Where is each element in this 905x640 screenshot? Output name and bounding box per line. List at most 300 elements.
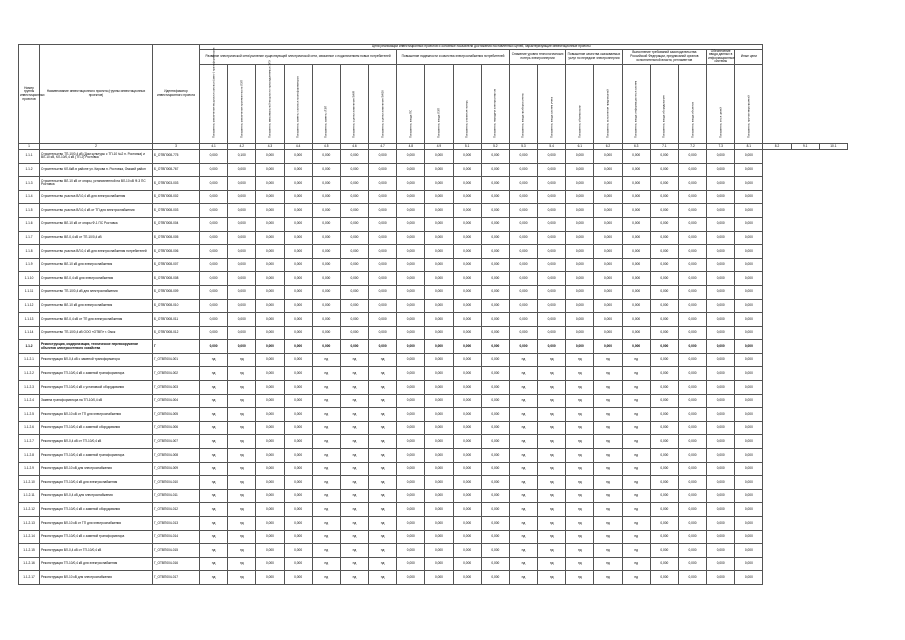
indicator-header-label: Показатель замены ЛЭП bbox=[323, 105, 328, 138]
indicator-header bbox=[707, 64, 735, 143]
row-value: 0,000 bbox=[735, 503, 763, 517]
row-value: 0,000 bbox=[453, 557, 481, 571]
row-value: 0,000 bbox=[509, 326, 537, 340]
row-value: 0,000 bbox=[481, 421, 509, 435]
row-value: нд bbox=[622, 353, 650, 367]
table-row bbox=[19, 489, 848, 503]
row-value: 0,000 bbox=[369, 272, 397, 286]
row-value: 0,000 bbox=[650, 190, 678, 204]
row-value: 0,000 bbox=[622, 340, 650, 354]
row-value: 0,000 bbox=[425, 299, 453, 313]
row-index: 1.1.2.8 bbox=[19, 449, 40, 463]
table-row bbox=[19, 353, 848, 367]
row-value: 0,000 bbox=[284, 231, 312, 245]
row-index: 1.1.2.14 bbox=[19, 530, 40, 544]
row-value: 0,000 bbox=[369, 258, 397, 272]
row-project-name: Реконструкция ТП-10/0,4 кВ с установкой оборудования bbox=[40, 381, 153, 395]
row-value: 0,000 bbox=[425, 190, 453, 204]
row-index: 1.1.2 bbox=[19, 163, 40, 177]
row-value: 0,000 bbox=[538, 149, 566, 163]
row-value: нд bbox=[340, 449, 368, 463]
row-value: 0,000 bbox=[650, 163, 678, 177]
row-value: 0,000 bbox=[481, 231, 509, 245]
row-value: 0,000 bbox=[312, 258, 340, 272]
row-value: 0,000 bbox=[256, 313, 284, 327]
column-number: 5.1 bbox=[453, 143, 481, 149]
table-row bbox=[19, 462, 848, 476]
row-value: 0,000 bbox=[594, 272, 622, 286]
indicator-header bbox=[369, 64, 397, 143]
row-project-name: Строительство ВЛ-0,4 кВ от ТП-10/0,4 кВ bbox=[40, 231, 153, 245]
row-value: 0,000 bbox=[678, 204, 706, 218]
row-value: нд bbox=[622, 435, 650, 449]
row-value: нд bbox=[369, 462, 397, 476]
row-project-id: Б_ОТВП008-009 bbox=[153, 285, 200, 299]
row-value: 0,000 bbox=[397, 462, 425, 476]
column-number: 4.6 bbox=[340, 143, 368, 149]
row-index: 1.1.1 bbox=[19, 149, 40, 163]
row-project-id: Г_ОТВП004-009 bbox=[153, 462, 200, 476]
row-value: 0,000 bbox=[453, 258, 481, 272]
row-value: нд bbox=[622, 503, 650, 517]
row-value: нд bbox=[538, 557, 566, 571]
row-value: 0,000 bbox=[256, 353, 284, 367]
row-value: нд bbox=[340, 381, 368, 395]
row-value: 0,000 bbox=[481, 530, 509, 544]
row-value: нд bbox=[200, 571, 228, 585]
row-value: 0,000 bbox=[369, 326, 397, 340]
row-value: 0,000 bbox=[678, 163, 706, 177]
table-row bbox=[19, 149, 848, 163]
row-value: 0,000 bbox=[650, 177, 678, 191]
row-value: 0,000 bbox=[284, 149, 312, 163]
row-value: нд bbox=[312, 394, 340, 408]
row-value: 0,000 bbox=[678, 381, 706, 395]
indicator-header-label: Показатель иных целей bbox=[718, 107, 723, 138]
row-value: нд bbox=[340, 408, 368, 422]
row-value: 0,000 bbox=[369, 340, 397, 354]
investment-table bbox=[18, 44, 848, 585]
row-value: 0,000 bbox=[594, 163, 622, 177]
row-value: нд bbox=[622, 557, 650, 571]
table-row bbox=[19, 367, 848, 381]
row-index: 1.1.12 bbox=[19, 299, 40, 313]
row-value: 0,000 bbox=[678, 489, 706, 503]
row-value: 0,000 bbox=[228, 177, 256, 191]
group5-header: Выполнение требований законодательства Российской Федерации, предписаний органов исполнительной власти, регламентов bbox=[622, 49, 707, 64]
row-value: 0,000 bbox=[707, 394, 735, 408]
row-value: 0,000 bbox=[538, 285, 566, 299]
indicator-header bbox=[312, 64, 340, 143]
row-value: 0,000 bbox=[509, 231, 537, 245]
row-value: 0,000 bbox=[312, 231, 340, 245]
table-row bbox=[19, 217, 848, 231]
row-value: нд bbox=[312, 503, 340, 517]
row-value: нд bbox=[566, 421, 594, 435]
row-value: 0,000 bbox=[678, 326, 706, 340]
row-value: 0,000 bbox=[481, 571, 509, 585]
row-value: 0,000 bbox=[678, 557, 706, 571]
row-value: 0,000 bbox=[650, 217, 678, 231]
row-value: нд bbox=[312, 421, 340, 435]
indicator-header-label: Показатель увеличения мощности силовых (авто-) трансформаторов bbox=[211, 47, 216, 138]
row-value: 0,000 bbox=[678, 408, 706, 422]
row-value: нд bbox=[594, 517, 622, 531]
indicator-header bbox=[200, 47, 228, 143]
row-value: 0,000 bbox=[397, 476, 425, 490]
row-value: 0,000 bbox=[284, 177, 312, 191]
row-value: 0,000 bbox=[594, 204, 622, 218]
table-row bbox=[19, 544, 848, 558]
row-value: 0,000 bbox=[481, 177, 509, 191]
row-value: 0,000 bbox=[650, 313, 678, 327]
row-value: 0,000 bbox=[397, 408, 425, 422]
row-value: нд bbox=[594, 503, 622, 517]
row-value: нд bbox=[369, 489, 397, 503]
row-value: 0,000 bbox=[707, 231, 735, 245]
row-value: нд bbox=[312, 530, 340, 544]
row-value: 0,000 bbox=[509, 177, 537, 191]
row-value: 0,000 bbox=[707, 435, 735, 449]
row-value: 0,000 bbox=[256, 544, 284, 558]
row-value: 0,000 bbox=[284, 394, 312, 408]
row-index: 1.1.10 bbox=[19, 272, 40, 286]
row-value: 0,000 bbox=[594, 326, 622, 340]
row-value: нд bbox=[340, 503, 368, 517]
row-value: 0,000 bbox=[256, 163, 284, 177]
indicator-header-label: Показатель ввода информационных систем bbox=[633, 80, 638, 138]
row-project-id: Б_ОТВП008-012 bbox=[153, 326, 200, 340]
row-value: 0,000 bbox=[678, 367, 706, 381]
row-value: 0,000 bbox=[678, 245, 706, 259]
row-index: 1.1.3 bbox=[19, 177, 40, 191]
row-value: 0,000 bbox=[453, 571, 481, 585]
table-row bbox=[19, 435, 848, 449]
row-project-name: Строительство ТП-10/0,4 кВ ООО «ОТВП» г. Омск bbox=[40, 326, 153, 340]
row-value: 0,000 bbox=[256, 530, 284, 544]
row-value: 0,000 bbox=[566, 245, 594, 259]
row-project-name: Строительство участка ВЛ-0,4 кВ для электроснабжения bbox=[40, 190, 153, 204]
row-value: нд bbox=[369, 408, 397, 422]
row-value: нд bbox=[622, 489, 650, 503]
row-value: 0,000 bbox=[284, 353, 312, 367]
group1-header: Развитие электрической сети/усиление существующей электрической сети, связанное с подключением новых потребителей bbox=[200, 49, 397, 64]
row-value: 0,000 bbox=[538, 177, 566, 191]
row-value: 0,000 bbox=[622, 217, 650, 231]
row-value: 0,000 bbox=[707, 163, 735, 177]
row-value: нд bbox=[538, 517, 566, 531]
row-value: нд bbox=[594, 367, 622, 381]
row-value: 0,000 bbox=[425, 367, 453, 381]
row-project-id: Г_ОТВП004-006 bbox=[153, 421, 200, 435]
row-index: 1.1.11 bbox=[19, 285, 40, 299]
row-value: нд bbox=[340, 476, 368, 490]
row-value: 0,000 bbox=[397, 299, 425, 313]
indicator-header bbox=[509, 64, 537, 143]
row-index: 1.1.2.11 bbox=[19, 489, 40, 503]
column-number: 4.8 bbox=[397, 143, 425, 149]
row-value: нд bbox=[228, 530, 256, 544]
row-value: 0,000 bbox=[425, 462, 453, 476]
row-value: 0,000 bbox=[650, 557, 678, 571]
row-value: нд bbox=[200, 449, 228, 463]
row-value: нд bbox=[228, 544, 256, 558]
row-value: 0,000 bbox=[481, 408, 509, 422]
row-project-name: Реконструкция ВЛ-0,4 кВ с заменой трансформатора bbox=[40, 353, 153, 367]
row-value: нд bbox=[200, 476, 228, 490]
row-value: нд bbox=[538, 353, 566, 367]
row-value: нд bbox=[340, 421, 368, 435]
row-value: 0,000 bbox=[735, 245, 763, 259]
row-value: 0,000 bbox=[256, 394, 284, 408]
row-value: нд bbox=[566, 530, 594, 544]
row-value: нд bbox=[340, 435, 368, 449]
row-value: 0,000 bbox=[453, 517, 481, 531]
row-value: 0,000 bbox=[228, 326, 256, 340]
row-project-name: Реконструкция, модернизация, техническое перевооружение объектов электросетевого хозяйства bbox=[40, 340, 153, 354]
row-value: 0,000 bbox=[481, 462, 509, 476]
indicator-header bbox=[481, 64, 509, 143]
row-index: 1.1.2.5 bbox=[19, 408, 40, 422]
column-number: 5.4 bbox=[538, 143, 566, 149]
row-value: 0,000 bbox=[453, 204, 481, 218]
row-value: нд bbox=[509, 435, 537, 449]
row-value: 0,000 bbox=[425, 177, 453, 191]
row-value: 0,000 bbox=[735, 421, 763, 435]
row-value: 0,000 bbox=[453, 367, 481, 381]
row-value: 0,000 bbox=[538, 245, 566, 259]
row-value: 0,000 bbox=[453, 394, 481, 408]
row-project-id: Г_ОТВП004-015 bbox=[153, 544, 200, 558]
table-row bbox=[19, 340, 848, 354]
row-project-id: Б_ОТВП008-767 bbox=[153, 163, 200, 177]
row-value: нд bbox=[566, 517, 594, 531]
row-value: 0,000 bbox=[481, 217, 509, 231]
row-project-name: Реконструкция ТП-10/0,4 кВ с заменой трансформатора bbox=[40, 530, 153, 544]
row-value: 0,000 bbox=[200, 190, 228, 204]
indicator-header-label: Показатель ввода приборов учета bbox=[520, 93, 525, 138]
row-value: нд bbox=[594, 394, 622, 408]
row-value: 0,000 bbox=[312, 177, 340, 191]
indicator-header-label: Показатель замены силовых трансформаторов bbox=[295, 76, 300, 138]
row-value: 0,000 bbox=[678, 177, 706, 191]
row-value: нд bbox=[594, 449, 622, 463]
row-project-name: Строительство ВЛ-0,4 кВ от ТП для электроснабжения bbox=[40, 313, 153, 327]
row-project-name: Замена трансформатора на ТП-10/0,4 кВ bbox=[40, 394, 153, 408]
row-project-id: Б_ОТВП008-008 bbox=[153, 272, 200, 286]
row-value: 0,000 bbox=[481, 285, 509, 299]
row-value: 0,000 bbox=[509, 204, 537, 218]
row-value: 0,000 bbox=[509, 163, 537, 177]
row-value: 0,000 bbox=[425, 285, 453, 299]
row-value: 0,000 bbox=[707, 557, 735, 571]
row-value: нд bbox=[228, 394, 256, 408]
row-value: 0,000 bbox=[200, 326, 228, 340]
row-value: 0,000 bbox=[340, 190, 368, 204]
row-value: 0,000 bbox=[678, 149, 706, 163]
row-value: 0,000 bbox=[284, 435, 312, 449]
table-row bbox=[19, 313, 848, 327]
row-index: 1.1.2.2 bbox=[19, 367, 40, 381]
row-value: 0,000 bbox=[200, 245, 228, 259]
row-index: 1.1.8 bbox=[19, 245, 40, 259]
row-value: нд bbox=[622, 367, 650, 381]
row-value: 0,000 bbox=[735, 408, 763, 422]
row-value: 0,000 bbox=[707, 190, 735, 204]
row-value: 0,000 bbox=[425, 245, 453, 259]
row-value: 0,000 bbox=[622, 326, 650, 340]
row-value: 0,000 bbox=[453, 326, 481, 340]
row-value: 0,000 bbox=[538, 258, 566, 272]
row-value: 0,000 bbox=[735, 217, 763, 231]
row-value: 0,000 bbox=[256, 326, 284, 340]
row-value: 0,000 bbox=[453, 340, 481, 354]
table-row bbox=[19, 245, 848, 259]
row-value: 0,000 bbox=[678, 517, 706, 531]
row-value: 0,000 bbox=[566, 231, 594, 245]
row-value: 0,000 bbox=[425, 544, 453, 558]
row-value: 0,000 bbox=[397, 503, 425, 517]
row-value: нд bbox=[622, 476, 650, 490]
row-value: 0,000 bbox=[425, 571, 453, 585]
row-value: 0,000 bbox=[566, 204, 594, 218]
row-value: 0,000 bbox=[256, 245, 284, 259]
row-value: 0,000 bbox=[735, 381, 763, 395]
row-value: нд bbox=[566, 503, 594, 517]
row-value: нд bbox=[622, 421, 650, 435]
row-value: 0,000 bbox=[566, 326, 594, 340]
row-value: 0,000 bbox=[594, 231, 622, 245]
row-value: нд bbox=[509, 421, 537, 435]
row-value: 0,000 bbox=[735, 326, 763, 340]
row-value: 0,000 bbox=[256, 149, 284, 163]
column-number: 3 bbox=[153, 143, 200, 149]
row-value: 0,000 bbox=[284, 245, 312, 259]
indicator-header-label: Показатель оценки изменения SAIDI bbox=[380, 90, 385, 138]
column-number: 6.2 bbox=[594, 143, 622, 149]
row-index: 1.1.2.17 bbox=[19, 571, 40, 585]
row-value: 0,000 bbox=[566, 299, 594, 313]
row-value: 0,000 bbox=[481, 449, 509, 463]
row-value: 0,000 bbox=[200, 299, 228, 313]
row-value: 0,000 bbox=[397, 544, 425, 558]
table-row bbox=[19, 177, 848, 191]
row-value: 0,000 bbox=[509, 190, 537, 204]
row-value: нд bbox=[622, 381, 650, 395]
row-value: 0,000 bbox=[256, 285, 284, 299]
row-value: 0,000 bbox=[256, 489, 284, 503]
row-value: 0,000 bbox=[397, 190, 425, 204]
row-value: нд bbox=[369, 435, 397, 449]
row-value: 0,000 bbox=[425, 449, 453, 463]
row-value: 0,000 bbox=[340, 149, 368, 163]
row-value: 0,000 bbox=[256, 272, 284, 286]
indicator-header bbox=[256, 59, 284, 143]
row-value: нд bbox=[312, 381, 340, 395]
row-value: 0,000 bbox=[284, 367, 312, 381]
row-value: нд bbox=[566, 462, 594, 476]
row-value: 0,000 bbox=[200, 163, 228, 177]
row-value: нд bbox=[200, 367, 228, 381]
row-value: 0,000 bbox=[707, 571, 735, 585]
row-value: 0,000 bbox=[735, 258, 763, 272]
row-value: 0,000 bbox=[509, 217, 537, 231]
row-project-name: Реконструкция ТП-10/0,4 кВ для электроснабжения bbox=[40, 557, 153, 571]
row-index: 1.1.2.6 bbox=[19, 421, 40, 435]
row-value: 0,000 bbox=[707, 476, 735, 490]
row-value: 0,000 bbox=[481, 517, 509, 531]
row-value: нд bbox=[312, 367, 340, 381]
column-number: 9.1 bbox=[791, 143, 819, 149]
row-value: 0,000 bbox=[481, 394, 509, 408]
row-value: 0,000 bbox=[678, 299, 706, 313]
row-value: нд bbox=[622, 544, 650, 558]
row-value: нд bbox=[622, 571, 650, 585]
row-value: нд bbox=[340, 353, 368, 367]
row-value: 0,000 bbox=[707, 381, 735, 395]
row-value: нд bbox=[200, 435, 228, 449]
row-value: 0,000 bbox=[707, 245, 735, 259]
indicator-header bbox=[453, 64, 481, 143]
row-value: 0,000 bbox=[397, 272, 425, 286]
row-value: 0,000 bbox=[650, 517, 678, 531]
row-value: 0,000 bbox=[594, 313, 622, 327]
row-value: 0,000 bbox=[678, 449, 706, 463]
row-value: 0,000 bbox=[312, 285, 340, 299]
row-value: 0,000 bbox=[312, 272, 340, 286]
row-value: 0,000 bbox=[735, 177, 763, 191]
row-value: 0,000 bbox=[284, 557, 312, 571]
row-value: нд bbox=[538, 381, 566, 395]
row-value: 0,000 bbox=[256, 476, 284, 490]
row-value: 0,000 bbox=[397, 326, 425, 340]
column-number: 6.3 bbox=[622, 143, 650, 149]
row-value: 0,000 bbox=[453, 245, 481, 259]
group7-header: Иные цели bbox=[735, 49, 763, 64]
row-value: нд bbox=[312, 557, 340, 571]
indicator-header-label: Показатель ввода систем учета bbox=[549, 96, 554, 138]
indicator-header bbox=[566, 64, 594, 143]
row-value: 0,000 bbox=[594, 258, 622, 272]
column-number: 4.4 bbox=[284, 143, 312, 149]
row-value: 0,000 bbox=[509, 340, 537, 354]
table-row bbox=[19, 299, 848, 313]
row-value: 0,000 bbox=[397, 149, 425, 163]
table-row bbox=[19, 285, 848, 299]
row-value: нд bbox=[509, 571, 537, 585]
row-value: 0,000 bbox=[284, 217, 312, 231]
row-value: нд bbox=[369, 571, 397, 585]
row-value: 0,000 bbox=[594, 217, 622, 231]
row-project-id: Б_ОТВП008-007 bbox=[153, 258, 200, 272]
row-index: 1.1.2.4 bbox=[19, 394, 40, 408]
row-value: 0,000 bbox=[650, 394, 678, 408]
row-value: нд bbox=[200, 530, 228, 544]
row-index: 1.1.2 bbox=[19, 340, 40, 354]
row-value: 0,000 bbox=[369, 231, 397, 245]
row-value: 0,000 bbox=[397, 421, 425, 435]
table-row bbox=[19, 557, 848, 571]
row-value: нд bbox=[538, 449, 566, 463]
row-value: нд bbox=[594, 421, 622, 435]
row-value: 0,000 bbox=[284, 163, 312, 177]
table-row bbox=[19, 272, 848, 286]
row-value: 0,000 bbox=[312, 340, 340, 354]
row-value: 0,000 bbox=[735, 353, 763, 367]
row-value: 0,000 bbox=[425, 489, 453, 503]
row-value: 0,000 bbox=[538, 163, 566, 177]
row-value: 0,000 bbox=[707, 503, 735, 517]
